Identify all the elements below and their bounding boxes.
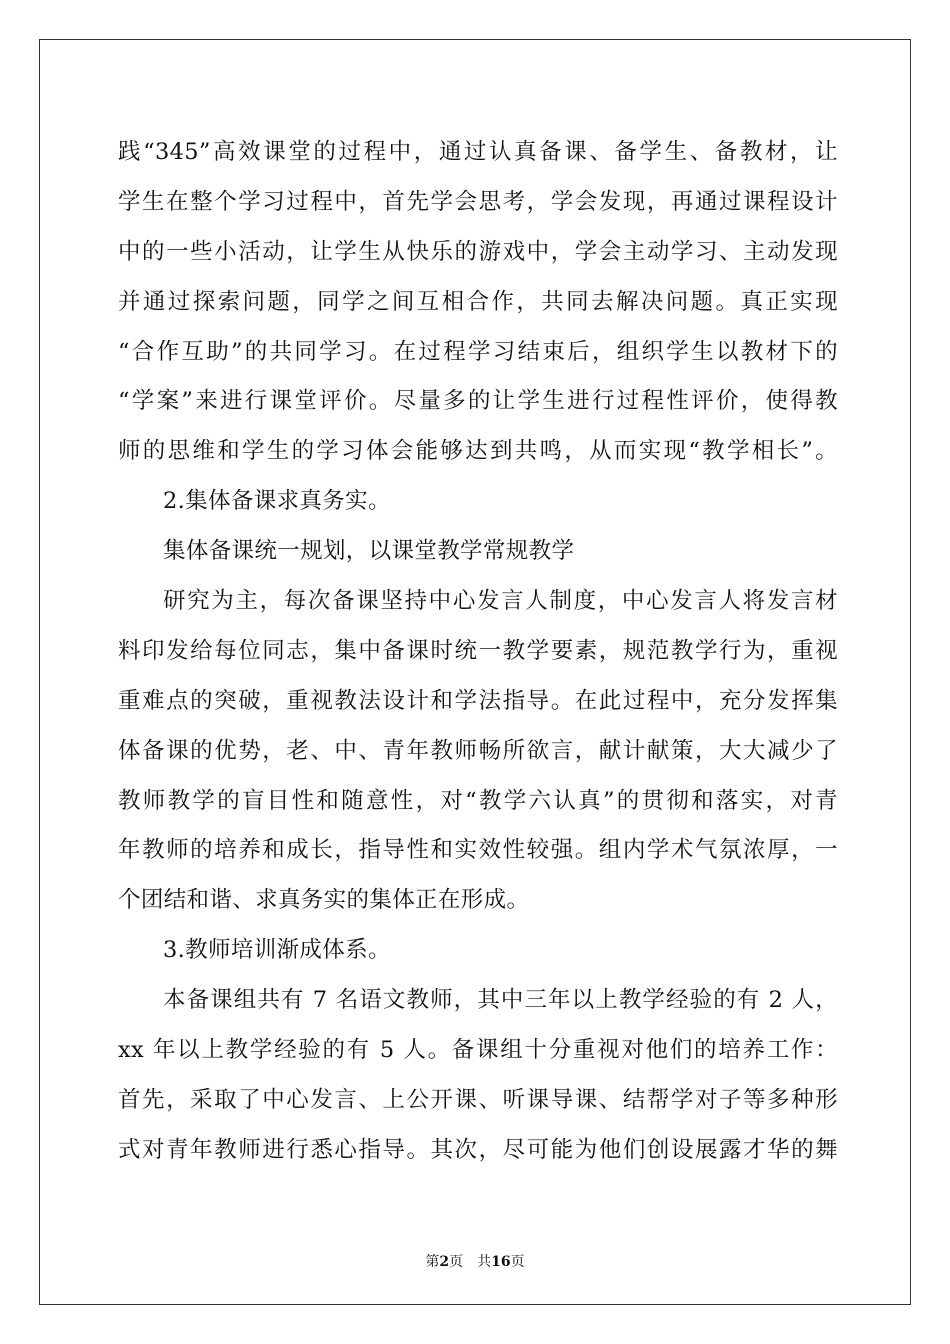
page-footer (0, 1251, 950, 1271)
page-suffix: 页 (510, 1254, 525, 1270)
text-line: 首先，采取了中心发言、上公开课、听课导课、结帮学对子等多种形 (118, 1086, 838, 1113)
text-line: 践“345”高效课堂的过程中，通过认真备课、备学生、备教材，让 (118, 139, 838, 165)
text-line: 料印发给每位同志，集中备课时统一教学要素，规范教学行为，重视 (118, 637, 838, 664)
text-line: 式对青年教师进行悉心指导。其次，尽可能为他们创设展露才华的舞 (118, 1136, 838, 1163)
page-current: 2 (439, 1254, 450, 1270)
page-mid: 页 共 (449, 1254, 492, 1270)
section-heading: 2.集体备课求真务实。 (163, 488, 391, 515)
text-line: 重难点的突破，重视教法设计和学法指导。在此过程中，充分发挥集 (118, 687, 838, 714)
text-line: 师的思维和学生的学习体会能够达到共鸣，从而实现“教学相长”。 (118, 438, 838, 465)
text-line: 研究为主，每次备课坚持中心发言人制度，中心发言人将发言材 (163, 588, 838, 615)
text-line: xx 年以上教学经验的有 5 人。备课组十分重视对他们的培养工作： (118, 1037, 838, 1064)
text-line: 年教师的培养和成长，指导性和实效性较强。组内学术气氛浓厚，一 (118, 837, 838, 864)
text-line: 学生在整个学习过程中，首先学会思考，学会发现，再通过课程设计 (118, 188, 838, 215)
text-line: 集体备课统一规划，以课堂教学常规教学 (163, 538, 575, 565)
text-line: “学案”来进行课堂评价。尽量多的让学生进行过程性评价，使得教 (118, 388, 838, 415)
text-line: 本备课组共有 7 名语文教师，其中三年以上教学经验的有 2 人， (163, 987, 838, 1014)
text-line: “合作互助”的共同学习。在过程学习结束后，组织学生以教材下的 (118, 338, 838, 365)
section-heading: 3.教师培训渐成体系。 (163, 937, 391, 964)
text-line: 体备课的优势，老、中、青年教师畅所欲言，献计献策，大大减少了 (118, 737, 838, 764)
text-line: 中的一些小活动，让学生从快乐的游戏中，学会主动学习、主动发现 (118, 238, 838, 265)
text-line: 并通过探索问题，同学之间互相合作，共同去解决问题。真正实现 (118, 288, 838, 315)
document-body (118, 128, 838, 1176)
page-total: 16 (491, 1254, 511, 1270)
text-line: 教师教学的盲目性和随意性，对“教学六认真”的贯彻和落实，对青 (118, 787, 838, 814)
text-line: 个团结和谐、求真务实的集体正在形成。 (118, 887, 530, 914)
page-prefix: 第 (425, 1254, 440, 1270)
